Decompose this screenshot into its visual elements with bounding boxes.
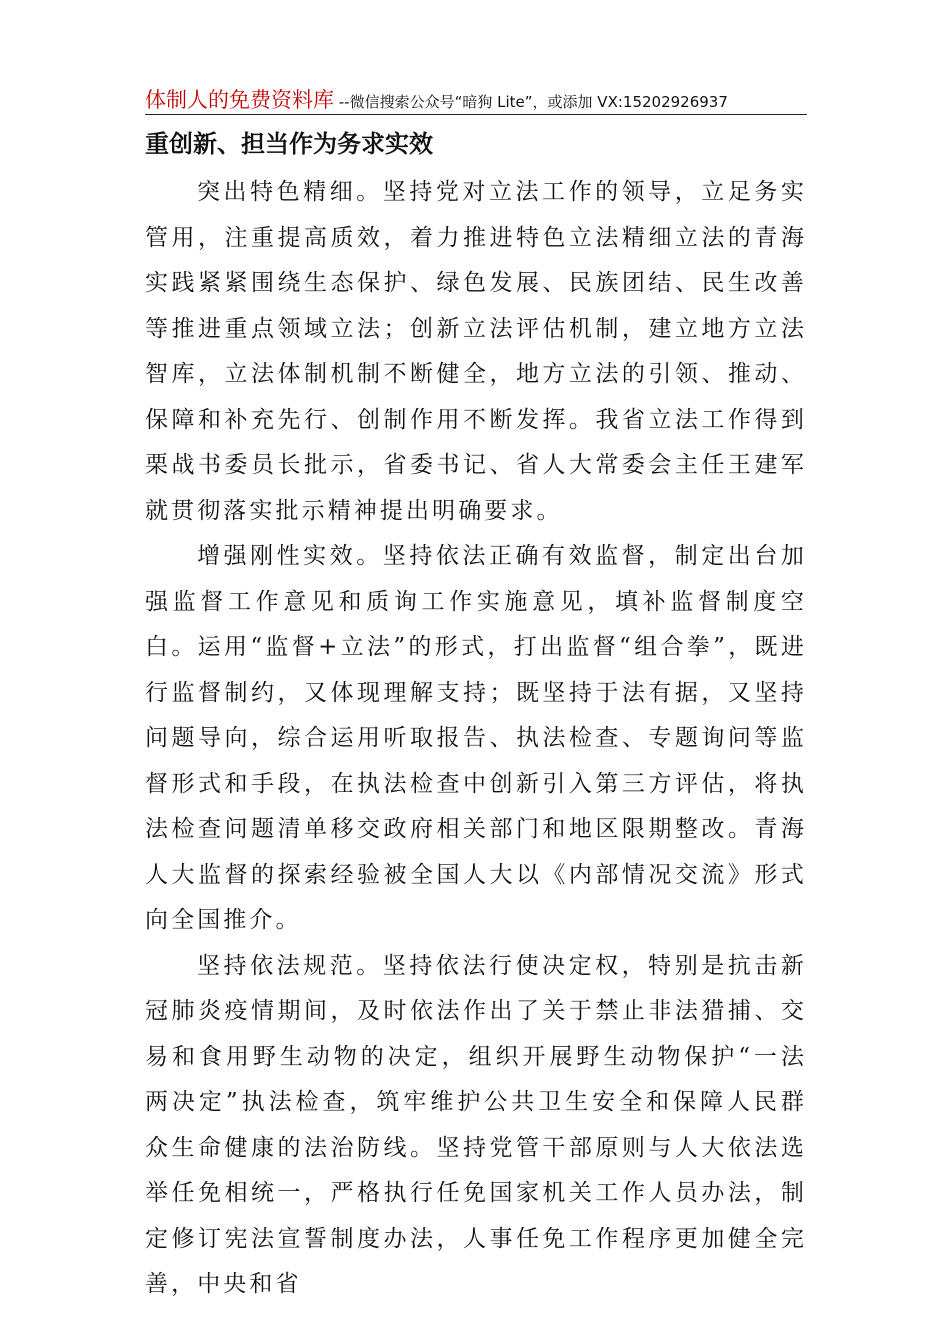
header-brand: 体制人的免费资料库 <box>145 88 334 112</box>
page-header <box>145 84 807 114</box>
section-heading: 重创新、担当作为务求实效 <box>145 130 433 158</box>
paragraph: 增强刚性实效。坚持依法正确有效监督，制定出台加强监督工作意见和质询工作实施意见，填补监督制度空白。运用“监督+立法”的形式，打出监督“组合拳”，既进行监督制约，又体现理解支持；既坚持于法有据，又坚持问题导向，综合运用听取报告、执法检查、专题询问等监督形式和手段，在执法检查中创新引入第三方评估，将执法检查问题清单移交政府相关部门和地区限期整改。青海人大监督的探索经验被全国人大以《内部情况交流》形式向全国推介。 <box>145 543 807 933</box>
header-note: --微信搜索公众号“暗狗 Lite”，或添加 VX:15202926937 <box>334 93 728 111</box>
header-divider <box>145 114 807 115</box>
paragraph: 坚持依法规范。坚持依法行使决定权，特别是抗击新冠肺炎疫情期间，及时依法作出了关于禁止非法猎捕、交易和食用野生动物的决定，组织开展野生动物保护“一法两决定”执法检查，筑牢维护公共卫生安全和保障人民群众生命健康的法治防线。坚持党管干部原则与人大依法选举任免相统一，严格执行任免国家机关工作人员办法，制定修订宪法宣誓制度办法，人事任免工作程序更加健全完善，中央和省 <box>145 952 807 1297</box>
paragraph: 突出特色精细。坚持党对立法工作的领导，立足务实管用，注重提高质效，着力推进特色立法精细立法的青海实践紧紧围绕生态保护、绿色发展、民族团结、民生改善等推进重点领域立法；创新立法评估机制，建立地方立法智库，立法体制机制不断健全，地方立法的引领、推动、保障和补充先行、创制作用不断发挥。我省立法工作得到栗战书委员长批示，省委书记、省人大常委会主任王建军就贯彻落实批示精神提出明确要求。 <box>145 179 807 524</box>
document-body <box>145 170 807 1308</box>
